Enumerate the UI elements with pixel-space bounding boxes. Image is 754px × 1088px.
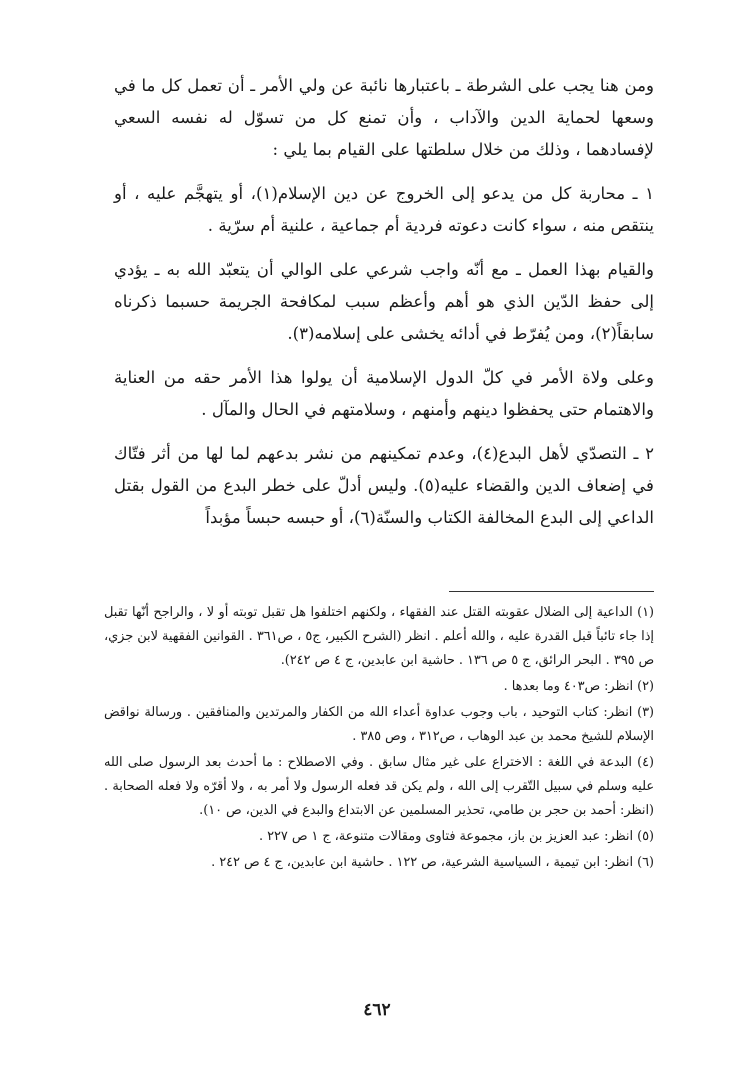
footnote-1: (١) الداعية إلى الضلال عقوبته القتل عند الفقهاء ، ولكنهم اختلفوا هل تقبل توبته أو لا ، والراجح أنّها تقبل إذا جاء تائباً قبل القدرة عليه ، والله أعلم . انظر (الشرح الكبير، ج٥ ، ص٣٦١ . القوانين الفقهية لابن جزي، ص ٣٩٥ . البحر الرائق، ج ٥ ص ١٣٦ . حاشية ابن عابدين، ج ٤ ص ٢٤٢). — [104, 605, 654, 668]
paragraph-rulers: وعلى ولاة الأمر في كلّ الدول الإسلامية أن يولوا هذا الأمر حقه من العناية والاهتمام حتى يحفظوا دينهم وأمنهم ، وسلامتهم في الحال والمآل . — [114, 368, 654, 419]
paragraph-item-1: ١ ـ محاربة كل من يدعو إلى الخروج عن دين الإسلام(١)، أو يتهجَّم عليه ، أو ينتقص منه ، سواء كانت دعوته فردية أم جماعية ، علنية أم سرّية . — [114, 184, 654, 235]
paragraph-duty: والقيام بهذا العمل ـ مع أنّه واجب شرعي على الوالي أن يتعبّد الله به ـ يؤدي إلى حفظ الدّين الذي هو أهم وأعظم سبب لمكافحة الجريمة حسبما ذكرناه سابقاً(٢)، ومن يُفرّط في أدائه يخشى على إسلامه(٣). — [114, 260, 654, 343]
footnote-divider — [449, 591, 654, 592]
page-number: ٤٦٢ — [363, 1000, 391, 1020]
paragraph-intro: ومن هنا يجب على الشرطة ـ باعتبارها نائبة عن ولي الأمر ـ أن تعمل كل ما في وسعها لحماية الدين والآداب ، وأن تمنع كل من تسوّل له نفسه السعي لإفسادهما ، وذلك من خلال سلطتها على القيام بما يلي : — [114, 76, 654, 159]
footnote-5: (٥) انظر: عبد العزيز بن باز، مجموعة فتاوى ومقالات متنوعة، ج ١ ص ٢٢٧ . — [259, 829, 654, 844]
footnote-4: (٤) البدعة في اللغة : الاختراع على غير مثال سابق . وفي الاصطلاح : ما أحدث بعد الرسول صلى الله عليه وسلم في سبيل التّقرب إلى الله ، ولم يكن قد فعله الرسول ولا أمر به ، ولا أقرّه ولا فعله الصحابة . (انظر: أحمد بن حجر بن طامي، تحذير المسلمين عن الابتداع والبدع في الدين، ص ١٠). — [104, 755, 654, 818]
footnote-6: (٦) انظر: ابن تيمية ، السياسية الشرعية، ص ١٢٢ . حاشية ابن عابدين، ج ٤ ص ٢٤٢ . — [211, 855, 654, 870]
footnote-2: (٢) انظر: ص٤٠٣ وما بعدها . — [503, 679, 654, 694]
paragraph-item-2: ٢ ـ التصدّي لأهل البدع(٤)، وعدم تمكينهم من نشر بدعهم لما لها من أثر فتّاك في إضعاف الدين والقضاء عليه(٥). وليس أدلّ على خطر البدع من القول بقتل الداعي إلى البدع المخالفة الكتاب والسنّة(٦)، أو حبسه حبساً مؤبداً — [114, 444, 655, 527]
footnote-3: (٣) انظر: كتاب التوحيد ، باب وجوب عداوة أعداء الله من الكفار والمرتدين والمنافقين . ورسالة نواقض الإسلام للشيخ محمد بن عبد الوهاب ، ص٣١٢ ، وص ٣٨٥ . — [104, 705, 654, 744]
main-text — [114, 70, 654, 534]
footnotes — [104, 601, 654, 877]
